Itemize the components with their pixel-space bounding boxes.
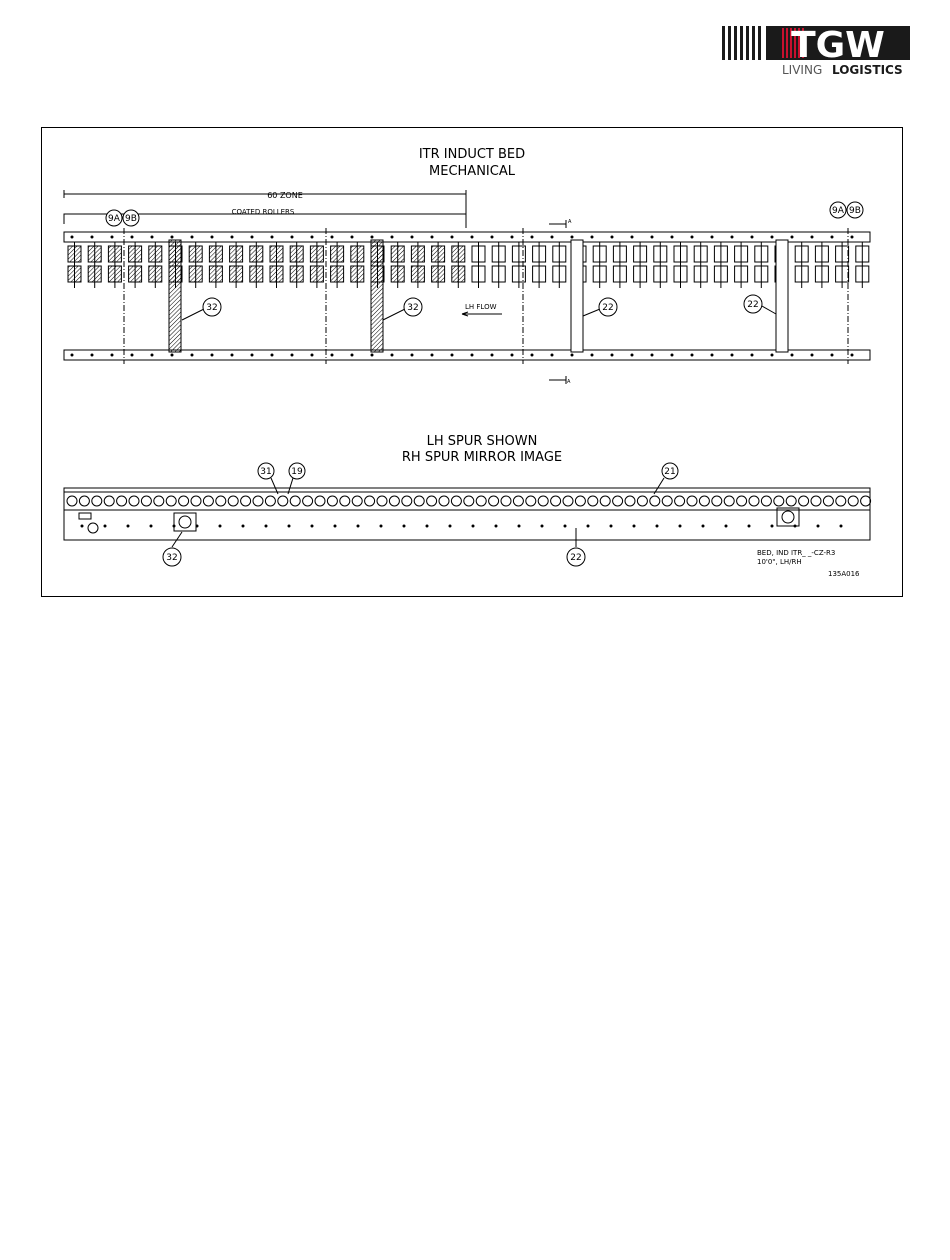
top-rail xyxy=(64,232,870,242)
rail-hole xyxy=(671,354,673,356)
spur-hole xyxy=(633,525,635,527)
rail-hole xyxy=(471,354,473,356)
spur-roller xyxy=(687,496,697,506)
spur-roller xyxy=(365,496,375,506)
spur-hole xyxy=(564,525,566,527)
callout-22c: 22 xyxy=(570,553,582,563)
rail-hole xyxy=(291,354,293,356)
section-mark-bottom: A xyxy=(567,379,571,385)
leader-22b xyxy=(762,306,776,314)
spur-hole xyxy=(725,525,727,527)
rail-hole xyxy=(91,354,93,356)
bottom-title-line1: LH SPUR SHOWN xyxy=(426,434,538,449)
spur-roller xyxy=(712,496,722,506)
spur-roller xyxy=(786,496,796,506)
rail-hole xyxy=(791,236,793,238)
spur-roller xyxy=(501,496,511,506)
rail-hole xyxy=(851,236,853,238)
rail-hole xyxy=(631,236,633,238)
rail-hole xyxy=(431,354,433,356)
rail-hole xyxy=(511,354,513,356)
rail-hole xyxy=(791,354,793,356)
rail-hole xyxy=(371,236,373,238)
section-arrow-bottom xyxy=(549,376,566,384)
spur-roller xyxy=(513,496,523,506)
rail-hole xyxy=(331,236,333,238)
rail-hole xyxy=(651,354,653,356)
rail-hole xyxy=(471,236,473,238)
callout-31: 31 xyxy=(260,467,272,477)
rail-hole xyxy=(691,236,693,238)
rail-hole xyxy=(671,236,673,238)
rail-hole xyxy=(191,354,193,356)
spur-roller xyxy=(675,496,685,506)
spur-roller xyxy=(414,496,424,506)
spur-hole xyxy=(265,525,267,527)
spur-roller xyxy=(861,496,871,506)
spur-roller xyxy=(216,496,226,506)
spur-roller xyxy=(228,496,238,506)
spur-roller xyxy=(191,496,201,506)
spur-hole xyxy=(679,525,681,527)
spur-roller xyxy=(464,496,474,506)
spur-roller xyxy=(575,496,585,506)
spur-roller xyxy=(749,496,759,506)
spur-hole xyxy=(472,525,474,527)
bottom-title-line2: RH SPUR MIRROR IMAGE xyxy=(401,450,563,465)
rail-hole xyxy=(391,236,393,238)
spur-roller xyxy=(253,496,263,506)
spur-roller xyxy=(352,496,362,506)
drive-belt-32a xyxy=(169,240,181,352)
spur-roller xyxy=(836,496,846,506)
rail-hole xyxy=(131,236,133,238)
spur-hole xyxy=(403,525,405,527)
rail-hole xyxy=(611,236,613,238)
spur-roller xyxy=(451,496,461,506)
callout-21: 21 xyxy=(664,467,676,477)
rail-hole xyxy=(831,236,833,238)
rail-hole xyxy=(111,354,113,356)
top-title-line2: MECHANICAL xyxy=(429,164,515,179)
rail-hole xyxy=(731,354,733,356)
spur-roller xyxy=(67,496,77,506)
rail-hole xyxy=(91,236,93,238)
spur-roller xyxy=(315,496,325,506)
rail-hole xyxy=(171,354,173,356)
spur-roller xyxy=(737,496,747,506)
rail-hole xyxy=(591,236,593,238)
callout-22a: 22 xyxy=(602,303,614,313)
spur-hole xyxy=(449,525,451,527)
spur-roller xyxy=(724,496,734,506)
rail-hole xyxy=(171,236,173,238)
logo-tagline-light: LIVING xyxy=(782,63,823,77)
spur-roller xyxy=(203,496,213,506)
rail-hole xyxy=(431,236,433,238)
spur-hole xyxy=(311,525,313,527)
rail-hole xyxy=(651,236,653,238)
rail-hole xyxy=(751,236,753,238)
logo-stripes xyxy=(722,26,761,60)
spur-roller xyxy=(427,496,437,506)
rail-hole xyxy=(591,354,593,356)
logo-wordmark: TGW xyxy=(791,25,885,66)
rail-hole xyxy=(111,236,113,238)
spur-hole xyxy=(242,525,244,527)
spur-hole xyxy=(656,525,658,527)
rail-hole xyxy=(771,236,773,238)
spur-roller xyxy=(340,496,350,506)
spur-roller xyxy=(303,496,313,506)
leader-32a xyxy=(182,309,204,320)
spur-roller xyxy=(526,496,536,506)
spur-motor-left-hub xyxy=(179,516,191,528)
spur-hole xyxy=(81,525,83,527)
rail-hole xyxy=(231,354,233,356)
spur-roller xyxy=(92,496,102,506)
spur-roller xyxy=(563,496,573,506)
rail-hole xyxy=(311,236,313,238)
spur-roller xyxy=(650,496,660,506)
spur-hole xyxy=(357,525,359,527)
rail-hole xyxy=(351,236,353,238)
spur-hole xyxy=(702,525,704,527)
spur-roller xyxy=(538,496,548,506)
spur-roller xyxy=(117,496,127,506)
rail-hole xyxy=(451,354,453,356)
spur-roller xyxy=(79,496,89,506)
drive-belt-32b xyxy=(371,240,383,352)
rail-hole xyxy=(691,354,693,356)
rail-hole xyxy=(211,354,213,356)
spur-hole xyxy=(518,525,520,527)
spur-roller xyxy=(625,496,635,506)
rail-hole xyxy=(251,354,253,356)
rail-hole xyxy=(351,354,353,356)
spur-hole xyxy=(104,525,106,527)
spur-roller xyxy=(774,496,784,506)
callout-32a: 32 xyxy=(206,303,218,313)
rail-hole xyxy=(131,354,133,356)
spur-roller xyxy=(489,496,499,506)
spur-hole xyxy=(541,525,543,527)
rail-hole xyxy=(491,236,493,238)
spur-hole xyxy=(219,525,221,527)
spur-roller xyxy=(377,496,387,506)
spur-hole xyxy=(748,525,750,527)
spur-roller xyxy=(241,496,251,506)
note-line1: BED, IND ITR_ _-CZ-R3 xyxy=(757,549,836,557)
shaft-22a xyxy=(571,240,583,352)
spur-hole xyxy=(771,525,773,527)
callout-9b-left: 9B xyxy=(125,214,137,224)
tgw-logo xyxy=(722,24,912,78)
technical-drawing xyxy=(42,128,902,596)
spur-roller xyxy=(799,496,809,506)
rail-hole xyxy=(711,236,713,238)
spur-roller xyxy=(439,496,449,506)
rail-hole xyxy=(411,236,413,238)
rail-hole xyxy=(551,236,553,238)
leader-32b xyxy=(383,309,405,320)
spur-roller xyxy=(402,496,412,506)
rail-hole xyxy=(491,354,493,356)
rail-hole xyxy=(151,354,153,356)
drawing-number: 135A016 xyxy=(828,570,860,578)
spur-hole xyxy=(495,525,497,527)
rail-hole xyxy=(571,354,573,356)
spur-roller xyxy=(179,496,189,506)
spur-hole xyxy=(288,525,290,527)
spur-port xyxy=(88,523,98,533)
rail-hole xyxy=(391,354,393,356)
rail-hole xyxy=(71,236,73,238)
rail-hole xyxy=(731,236,733,238)
spur-hole xyxy=(150,525,152,527)
rail-hole xyxy=(711,354,713,356)
spur-roller xyxy=(637,496,647,506)
rail-hole xyxy=(371,354,373,356)
spur-roller xyxy=(290,496,300,506)
spur-roller xyxy=(823,496,833,506)
spur-roller xyxy=(154,496,164,506)
spur-roller xyxy=(699,496,709,506)
callout-9b-right: 9B xyxy=(849,206,861,216)
top-title-line1: ITR INDUCT BED xyxy=(418,147,526,162)
dim-coated-label: COATED ROLLERS xyxy=(231,208,295,216)
leader-22a xyxy=(583,309,600,316)
rail-hole xyxy=(271,236,273,238)
rail-hole xyxy=(311,354,313,356)
rail-hole xyxy=(531,354,533,356)
rail-hole xyxy=(211,236,213,238)
rail-hole xyxy=(151,236,153,238)
rail-hole xyxy=(751,354,753,356)
spur-hole xyxy=(380,525,382,527)
spur-hole xyxy=(426,525,428,527)
note-line2: 10'0", LH/RH xyxy=(757,558,802,566)
spur-roller xyxy=(600,496,610,506)
section-mark-top: A xyxy=(568,219,572,225)
rail-hole xyxy=(411,354,413,356)
spur-roller xyxy=(848,496,858,506)
spur-roller xyxy=(265,496,275,506)
spur-roller xyxy=(327,496,337,506)
callout-32b: 32 xyxy=(407,303,419,313)
rail-hole xyxy=(251,236,253,238)
rail-hole xyxy=(511,236,513,238)
rail-hole xyxy=(71,354,73,356)
spur-roller xyxy=(141,496,151,506)
spur-roller xyxy=(811,496,821,506)
spur-roller xyxy=(613,496,623,506)
callout-22b: 22 xyxy=(747,300,759,310)
spur-roller xyxy=(389,496,399,506)
spur-hole xyxy=(334,525,336,527)
rail-hole xyxy=(811,354,813,356)
section-arrow-top xyxy=(549,220,566,228)
spur-roller xyxy=(104,496,114,506)
spur-roller xyxy=(166,496,176,506)
rail-hole xyxy=(191,236,193,238)
spur-roller xyxy=(129,496,139,506)
rail-hole xyxy=(631,354,633,356)
spur-roller xyxy=(278,496,288,506)
rail-hole xyxy=(531,236,533,238)
spur-roller xyxy=(588,496,598,506)
rail-hole xyxy=(831,354,833,356)
drawing-frame xyxy=(41,127,903,597)
spur-hole xyxy=(587,525,589,527)
callout-19: 19 xyxy=(291,467,303,477)
rail-hole xyxy=(451,236,453,238)
rail-hole xyxy=(851,354,853,356)
rail-hole xyxy=(771,354,773,356)
dim-zone-label: 60 ZONE xyxy=(267,191,303,200)
callout-9a-left: 9A xyxy=(108,214,120,224)
spur-roller xyxy=(662,496,672,506)
rail-hole xyxy=(551,354,553,356)
rail-hole xyxy=(611,354,613,356)
logo-tagline-bold: LOGISTICS xyxy=(832,63,903,77)
rail-hole xyxy=(231,236,233,238)
rail-hole xyxy=(331,354,333,356)
rail-hole xyxy=(811,236,813,238)
rail-hole xyxy=(571,236,573,238)
spur-hole xyxy=(840,525,842,527)
spur-roller xyxy=(761,496,771,506)
spur-hole xyxy=(817,525,819,527)
spur-hole xyxy=(127,525,129,527)
spur-label-plate xyxy=(79,513,91,519)
bottom-rail xyxy=(64,350,870,360)
rail-hole xyxy=(271,354,273,356)
spur-motor-right-hub xyxy=(782,511,794,523)
flow-label: LH FLOW xyxy=(465,303,497,311)
rail-hole xyxy=(291,236,293,238)
spur-roller xyxy=(551,496,561,506)
shaft-22b xyxy=(776,240,788,352)
callout-9a-right: 9A xyxy=(832,206,844,216)
callout-32c: 32 xyxy=(166,553,178,563)
spur-roller xyxy=(476,496,486,506)
spur-hole xyxy=(610,525,612,527)
